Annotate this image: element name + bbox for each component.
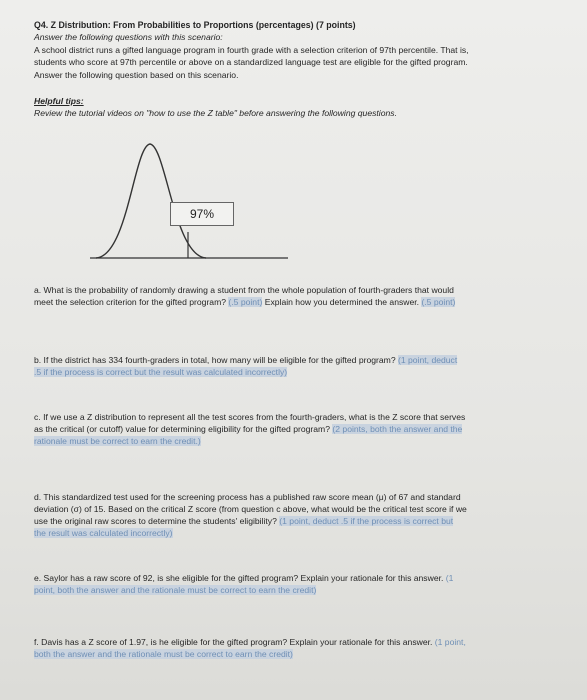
question-a-text: meet the selection criterion for the gifted program? [34, 297, 227, 307]
question-b-deduction: .5 if the process is correct but the result was calculated incorrectly) [34, 367, 288, 377]
instruction-text: Answer the following questions with this scenario: [34, 32, 223, 42]
question-c-line-3 [34, 436, 201, 447]
question-a-text-2: Explain how you determined the answer. [264, 297, 420, 307]
question-c-line-1: c. If we use a Z distribution to represent all the test scores from the fourth-graders, what is the Z score that serves [34, 412, 466, 422]
question-c-points: (2 points, both the answer and the [332, 424, 463, 434]
question-d-line-1: d. This standardized test used for the screening process has a published raw score mean (μ) of 67 and standard [34, 492, 461, 502]
question-f-line-2 [34, 649, 293, 660]
question-a-points-2: (.5 point) [421, 297, 456, 307]
normal-curve [96, 144, 206, 258]
question-e-credit-note: point, both the answer and the rationale must be correct to earn the credit) [34, 585, 317, 595]
tips-heading: Helpful tips: [34, 96, 84, 106]
question-f-line-1 [34, 637, 466, 648]
question-f-points: (1 point, [434, 637, 466, 647]
tips-text: Review the tutorial videos on "how to use the Z table" before answering the following questions. [34, 108, 397, 118]
question-title: Q4. Z Distribution: From Probabilities to Proportions (percentages) (7 points) [34, 20, 356, 30]
scenario-line-3: Answer the following question based on this scenario. [34, 70, 239, 80]
percentile-label: 97% [170, 202, 234, 226]
question-e-text: e. Saylor has a raw score of 92, is she eligible for the gifted program? Explain your rationale for this answer. [34, 573, 444, 583]
question-f-credit-note: both the answer and the rationale must be correct to earn the credit) [34, 649, 293, 659]
question-c-credit-note: rationale must be correct to earn the credit.) [34, 436, 201, 446]
question-a-points: (.5 point) [228, 297, 263, 307]
question-d-deduction: the result was calculated incorrectly) [34, 528, 173, 538]
question-d-line-2: deviation (σ) of 15. Based on the critical Z score (from question c above, what would be the critical test score if we [34, 504, 467, 514]
question-a-line-1: a. What is the probability of randomly drawing a student from the whole population of fourth-graders that would [34, 285, 454, 295]
question-e-line-2 [34, 585, 316, 596]
question-e-points: (1 [445, 573, 454, 583]
question-d-line-3 [34, 516, 453, 527]
question-b-text: b. If the district has 334 fourth-graders in total, how many will be eligible for the gifted program? [34, 355, 396, 365]
question-d-points: (1 point, deduct .5 if the process is correct but [279, 516, 454, 526]
question-a-line-2 [34, 297, 455, 308]
scenario-line-1: A school district runs a gifted language program in fourth grade with a selection criterion of 97th percentile. That is, [34, 45, 469, 55]
scenario-line-2: students who score at 97th percentile or above on a standardized language test are eligible for the gifted program. [34, 57, 468, 67]
question-b-line-2 [34, 367, 287, 378]
question-c-line-2 [34, 424, 462, 435]
question-b-line-1 [34, 355, 457, 366]
question-d-line-4 [34, 528, 173, 539]
question-f-text: f. Davis has a Z score of 1.97, is he eligible for the gifted program? Explain your rationale for this answer. [34, 637, 433, 647]
question-e-line-1 [34, 573, 453, 584]
question-b-points: (1 point, deduct [398, 355, 458, 365]
question-d-text: use the original raw scores to determine the students' eligibility? [34, 516, 277, 526]
question-c-text: as the critical (or cutoff) value for determining eligibility for the gifted program? [34, 424, 330, 434]
